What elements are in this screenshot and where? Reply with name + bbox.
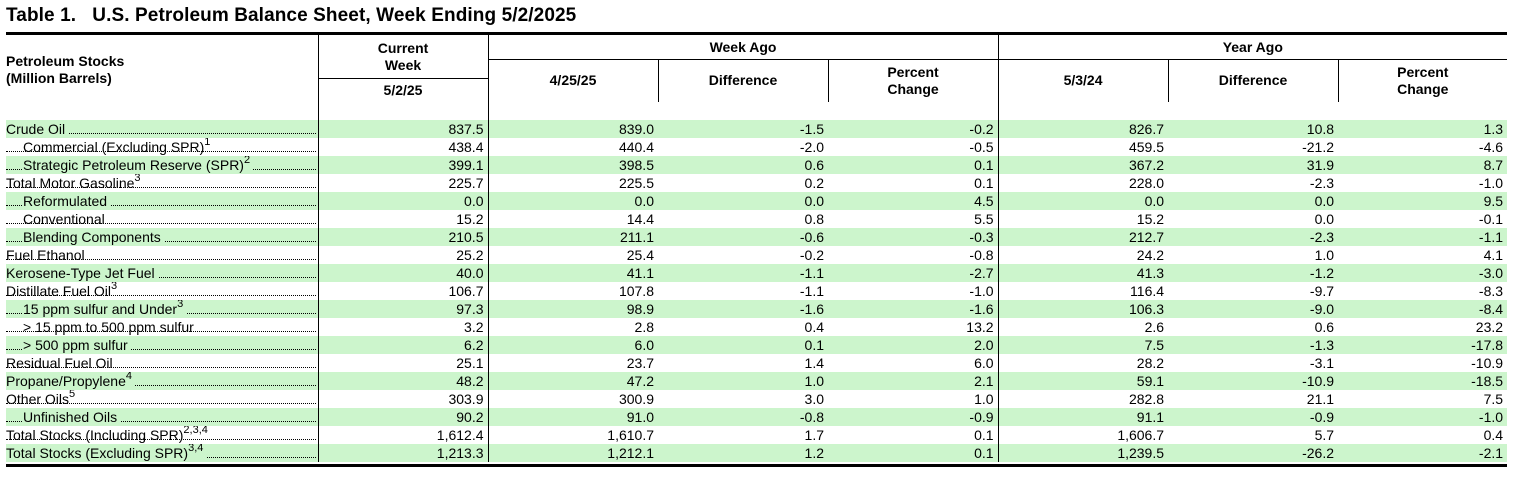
year-ago-value: 15.2 (998, 210, 1168, 228)
week-ago-value: 300.9 (488, 390, 658, 408)
current-week-value: 438.4 (318, 138, 488, 156)
week-ago-value: 2.8 (488, 318, 658, 336)
year-ago-value: 282.8 (998, 390, 1168, 408)
row-label-text (6, 391, 78, 407)
year-ago-percent-change: 8.7 (1338, 156, 1507, 174)
row-label-text (6, 445, 206, 461)
row-label-name: Fuel Ethanol (6, 246, 85, 263)
row-label (6, 426, 318, 444)
week-ago-percent-change: 0.1 (974, 426, 994, 443)
stub-header (6, 35, 318, 102)
spacer (488, 102, 658, 120)
week-ago-value: 839.0 (488, 120, 658, 138)
week-ago-percent-change: 1.0 (974, 390, 994, 407)
year-ago-percent-change: -1.0 (1478, 174, 1504, 191)
year-ago-percent-header (1338, 60, 1507, 102)
week-ago-percent-change: -0.2 (828, 120, 998, 138)
current-week-value: 6.2 (318, 336, 488, 354)
year-ago-value: 116.4 (998, 282, 1168, 300)
row-label-text (6, 373, 135, 389)
row-label-name: Blending Components (23, 228, 161, 245)
table-row (6, 174, 1507, 192)
week-ago-value: 47.2 (488, 372, 658, 390)
week-ago-difference: 0.0 (658, 192, 828, 210)
year-ago-difference: -1.3 (1168, 336, 1338, 354)
year-ago-difference-header: Difference (1168, 60, 1338, 102)
year-ago-value: 7.5 (998, 336, 1168, 354)
footnote-marker: 4 (125, 371, 132, 382)
row-label-name: > 15 ppm to 500 ppm sulfur (23, 318, 194, 335)
year-ago-value: 1,239.5 (998, 444, 1168, 462)
current-week-value: 40.0 (318, 264, 488, 282)
row-label-text (23, 319, 197, 335)
row-label-name: 15 ppm sulfur and Under (23, 300, 178, 317)
week-ago-percent-change: -1.6 (828, 300, 998, 318)
table-row (6, 300, 1507, 318)
year-ago-percent-change: -8.3 (1478, 282, 1504, 299)
year-ago-value: 28.2 (998, 354, 1168, 372)
week-ago-percent-change: 13.2 (966, 318, 994, 335)
year-ago-difference: 0.0 (1314, 210, 1335, 227)
week-ago-value: 14.4 (488, 210, 658, 228)
table-row (6, 408, 1507, 426)
table-row (6, 426, 1507, 444)
spacer (1338, 102, 1507, 120)
table-row (6, 444, 1507, 462)
row-label (6, 156, 318, 174)
row-label-name: Crude Oil (6, 120, 66, 137)
row-label-text (6, 175, 144, 191)
year-ago-percent-change: -1.0 (1338, 408, 1507, 426)
spacer (998, 102, 1168, 120)
current-week-value: 1,213.3 (318, 444, 488, 462)
week-ago-difference: -0.6 (658, 228, 828, 246)
spacer (6, 102, 318, 120)
year-ago-percent-change: -10.9 (1471, 354, 1504, 371)
week-ago-header: Week Ago (488, 35, 998, 60)
week-ago-percent-change: 6.0 (974, 354, 994, 371)
year-ago-value: 91.1 (998, 408, 1168, 426)
current-week-value: 106.7 (318, 282, 488, 300)
week-ago-percent-change: -0.5 (969, 138, 994, 155)
table-row (6, 138, 1507, 156)
current-week-value: 3.2 (318, 318, 488, 336)
current-week-value: 25.1 (318, 354, 488, 372)
week-ago-value: 0.0 (488, 192, 658, 210)
year-ago-difference: -2.3 (1168, 228, 1338, 246)
footnote-marker: 3 (134, 173, 141, 184)
table-row (6, 390, 1507, 408)
week-ago-difference: -0.8 (658, 408, 828, 426)
row-label (6, 174, 318, 192)
stub-header-line1: Petroleum Stocks (6, 53, 125, 70)
week-ago-difference: -2.0 (799, 138, 824, 155)
year-ago-difference: -2.3 (1309, 174, 1335, 191)
year-ago-value: 826.7 (998, 120, 1168, 138)
week-ago-percent-change: -0.3 (828, 228, 998, 246)
row-label-name: Distillate Fuel Oil (6, 282, 112, 299)
year-ago-difference: 31.9 (1168, 156, 1338, 174)
row-label-text (23, 229, 164, 245)
row-label (6, 408, 318, 426)
week-ago-value: 211.1 (488, 228, 658, 246)
year-ago-difference: 0.6 (1314, 318, 1335, 335)
year-ago-value: 59.1 (998, 372, 1168, 390)
row-label-name: Total Motor Gasoline (6, 174, 135, 191)
week-ago-value: 107.8 (488, 282, 658, 300)
row-label-text (6, 121, 68, 137)
week-ago-difference: 1.4 (804, 354, 824, 371)
current-week-value: 1,612.4 (318, 426, 488, 444)
week-ago-difference-header: Difference (658, 60, 828, 102)
row-label-text (6, 427, 211, 443)
week-ago-difference: 3.0 (804, 390, 824, 407)
row-label-name: Reformulated (23, 192, 108, 209)
week-ago-value: 91.0 (488, 408, 658, 426)
year-ago-value: 0.0 (998, 192, 1168, 210)
row-label (6, 246, 318, 264)
current-week-line2: Week (384, 56, 422, 73)
year-ago-percent-change: -18.5 (1338, 372, 1507, 390)
percent-line2: Change (1397, 80, 1449, 97)
footnote-marker: 5 (69, 389, 76, 400)
year-ago-difference: 21.1 (1306, 390, 1335, 407)
year-ago-value: 228.0 (998, 174, 1168, 192)
year-ago-percent-change: -8.4 (1338, 300, 1507, 318)
week-ago-percent-change: 4.5 (828, 192, 998, 210)
week-ago-value: 25.4 (488, 246, 658, 264)
spacer (318, 102, 488, 120)
table-body (6, 120, 1507, 462)
row-label (6, 372, 318, 390)
row-label-name: Strategic Petroleum Reserve (SPR) (23, 156, 244, 173)
row-label (6, 210, 318, 228)
year-ago-percent-change: 9.5 (1338, 192, 1507, 210)
current-week-value: 90.2 (318, 408, 488, 426)
week-ago-percent-change: -1.0 (969, 282, 994, 299)
row-label (6, 228, 318, 246)
row-label (6, 318, 318, 336)
week-ago-percent-change: -2.7 (828, 264, 998, 282)
week-ago-difference: 1.2 (658, 444, 828, 462)
table-row (6, 228, 1507, 246)
year-ago-difference: -26.2 (1168, 444, 1338, 462)
week-ago-percent-change: -0.9 (828, 408, 998, 426)
row-label-text (6, 355, 116, 371)
week-ago-difference: 0.2 (804, 174, 824, 191)
row-label (6, 354, 318, 372)
year-ago-percent-change: -2.1 (1338, 444, 1507, 462)
year-ago-difference: 10.8 (1168, 120, 1338, 138)
week-ago-percent-change: 0.1 (828, 156, 998, 174)
current-week-value: 399.1 (318, 156, 488, 174)
bottom-rule (6, 464, 1507, 467)
current-week-date-header: 5/2/25 (318, 79, 488, 102)
row-label-text (23, 409, 120, 425)
week-ago-percent-change: 0.1 (974, 174, 994, 191)
year-ago-percent-change: 0.4 (1483, 426, 1504, 443)
week-ago-difference: 0.4 (804, 318, 824, 335)
current-week-value: 0.0 (318, 192, 488, 210)
footnote-marker: 3,4 (188, 443, 204, 454)
year-ago-difference: -9.7 (1309, 282, 1335, 299)
week-ago-value: 440.4 (488, 138, 658, 156)
year-ago-value: 24.2 (998, 246, 1168, 264)
week-ago-value: 1,610.7 (488, 426, 658, 444)
row-label-name: > 500 ppm sulfur (23, 336, 128, 353)
current-week-value: 48.2 (318, 372, 488, 390)
spacer (658, 102, 828, 120)
row-label (6, 444, 318, 462)
row-label-text (6, 247, 88, 263)
row-label (6, 120, 318, 138)
year-ago-value: 41.3 (998, 264, 1168, 282)
table-row (6, 354, 1507, 372)
year-ago-value: 212.7 (998, 228, 1168, 246)
row-label-name: Conventional (23, 210, 105, 227)
week-ago-difference: 0.1 (658, 336, 828, 354)
year-ago-difference: -10.9 (1168, 372, 1338, 390)
row-label-name: Unfinished Oils (23, 408, 118, 425)
week-ago-value: 23.7 (488, 354, 658, 372)
current-week-value: 837.5 (318, 120, 488, 138)
year-ago-difference: 0.0 (1168, 192, 1338, 210)
table-row (6, 318, 1507, 336)
row-label-name: Kerosene-Type Jet Fuel (6, 264, 155, 281)
row-label-name: Total Stocks (Including SPR) (6, 426, 184, 443)
row-label-text (23, 301, 186, 317)
year-ago-percent-change: 23.2 (1475, 318, 1504, 335)
percent-line2: Change (887, 80, 939, 97)
year-ago-difference: 5.7 (1314, 426, 1335, 443)
year-ago-difference: -0.9 (1168, 408, 1338, 426)
row-label-name: Total Stocks (Excluding SPR) (6, 444, 189, 461)
week-ago-difference: 0.8 (804, 210, 824, 227)
year-ago-date-header: 5/3/24 (998, 60, 1168, 102)
week-ago-value: 98.9 (488, 300, 658, 318)
row-label-text (23, 337, 131, 353)
table-row (6, 210, 1507, 228)
current-week-header (318, 35, 488, 79)
current-week-value: 225.7 (318, 174, 488, 192)
year-ago-difference: -3.1 (1309, 354, 1335, 371)
row-label-text (23, 193, 110, 209)
year-ago-difference: -9.0 (1168, 300, 1338, 318)
week-ago-difference: -1.5 (658, 120, 828, 138)
current-week-value: 303.9 (318, 390, 488, 408)
row-label (6, 390, 318, 408)
table-row (6, 192, 1507, 210)
year-ago-difference: -1.2 (1168, 264, 1338, 282)
week-ago-value: 41.1 (488, 264, 658, 282)
footnote-marker: 3 (177, 299, 184, 310)
row-label-text (6, 265, 158, 281)
year-ago-value: 106.3 (998, 300, 1168, 318)
row-label (6, 282, 318, 300)
week-ago-date-header: 4/25/25 (488, 60, 658, 102)
row-label-text (23, 211, 108, 227)
row-label-text (6, 283, 120, 299)
year-ago-percent-change: 4.1 (1483, 246, 1504, 263)
footnote-marker: 2,3,4 (183, 425, 208, 436)
footnote-marker: 3 (111, 281, 118, 292)
row-label-name: Propane/Propylene (6, 372, 126, 389)
week-ago-difference: 1.0 (658, 372, 828, 390)
year-ago-difference: 1.0 (1314, 246, 1335, 263)
row-label (6, 264, 318, 282)
week-ago-difference: -0.2 (799, 246, 824, 263)
row-label (6, 300, 318, 318)
week-ago-value: 398.5 (488, 156, 658, 174)
week-ago-difference: 1.7 (804, 426, 824, 443)
week-ago-difference: -1.6 (658, 300, 828, 318)
year-ago-value: 1,606.7 (998, 426, 1168, 444)
week-ago-percent-change: -0.8 (969, 246, 994, 263)
row-label-name: Commercial (Excluding SPR) (23, 138, 205, 155)
table-row (6, 120, 1507, 138)
current-week-value: 210.5 (318, 228, 488, 246)
year-ago-header: Year Ago (998, 35, 1507, 60)
year-ago-percent-change: 7.5 (1483, 390, 1504, 407)
week-ago-value: 225.5 (488, 174, 658, 192)
week-ago-percent-change: 5.5 (974, 210, 994, 227)
week-ago-difference: -1.1 (658, 264, 828, 282)
year-ago-percent-change: 1.3 (1338, 120, 1507, 138)
row-label-text (23, 139, 213, 155)
current-week-value: 15.2 (318, 210, 488, 228)
stub-header-line2: (Million Barrels) (6, 70, 112, 87)
row-label-name: Residual Fuel Oil (6, 354, 113, 371)
table-row (6, 156, 1507, 174)
table-title: Table 1. U.S. Petroleum Balance Sheet, Week Ending 5/2/2025 (6, 5, 577, 26)
year-ago-percent-change: -3.0 (1338, 264, 1507, 282)
footnote-marker: 2 (243, 155, 251, 166)
row-label-name: Other Oils (6, 390, 70, 407)
year-ago-percent-change: -4.6 (1478, 138, 1504, 155)
table-row (6, 264, 1507, 282)
year-ago-percent-change: -0.1 (1478, 210, 1504, 227)
week-ago-value: 6.0 (488, 336, 658, 354)
footnote-marker: 1 (204, 137, 211, 148)
year-ago-difference: -21.2 (1302, 138, 1335, 155)
year-ago-value: 367.2 (998, 156, 1168, 174)
row-label (6, 192, 318, 210)
week-ago-value: 1,212.1 (488, 444, 658, 462)
table-row (6, 282, 1507, 300)
current-week-value: 25.2 (318, 246, 488, 264)
percent-line1: Percent (1397, 63, 1449, 80)
year-ago-value: 459.5 (998, 138, 1168, 156)
row-label (6, 336, 318, 354)
table-row (6, 372, 1507, 390)
week-ago-percent-change: 0.1 (828, 444, 998, 462)
year-ago-value: 2.6 (998, 318, 1168, 336)
year-ago-percent-change: -1.1 (1338, 228, 1507, 246)
percent-line1: Percent (887, 63, 939, 80)
spacer (1168, 102, 1338, 120)
table-row (6, 246, 1507, 264)
year-ago-percent-change: -17.8 (1338, 336, 1507, 354)
week-ago-difference: 0.6 (658, 156, 828, 174)
week-ago-difference: -1.1 (799, 282, 824, 299)
spacer (828, 102, 998, 120)
week-ago-percent-change: 2.0 (828, 336, 998, 354)
current-week-value: 97.3 (318, 300, 488, 318)
week-ago-percent-change: 2.1 (828, 372, 998, 390)
table-row (6, 336, 1507, 354)
petroleum-balance-table (6, 35, 1507, 462)
row-label-text (23, 157, 253, 173)
row-label (6, 138, 318, 156)
current-week-line1: Current (377, 39, 429, 56)
week-ago-percent-header (828, 60, 998, 102)
